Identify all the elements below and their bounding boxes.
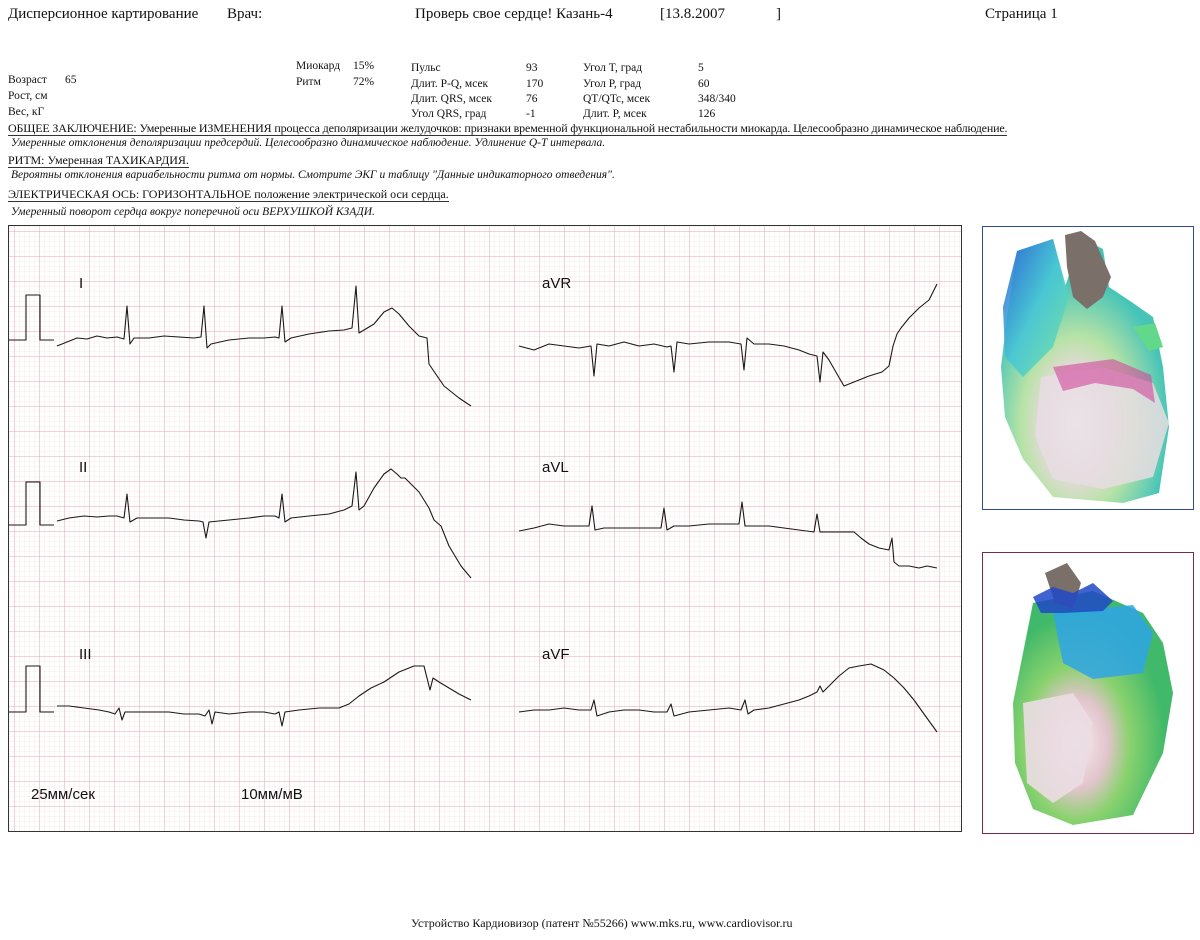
param-value: 93 xyxy=(526,62,538,74)
report-date: [13.8.2007 xyxy=(660,6,725,22)
param-label: Длит. P, мсек xyxy=(583,108,647,120)
weight-label: Вес, кГ xyxy=(8,106,45,118)
param-value: 348/340 xyxy=(698,93,736,105)
param-label: Угол T, град xyxy=(583,62,643,74)
param-value: 126 xyxy=(698,108,716,120)
gain-setting: 10мм/мВ xyxy=(241,786,303,803)
lead-label-aVL: aVL xyxy=(542,459,569,476)
program-name: Проверь свое сердце! Казань-4 xyxy=(415,6,613,22)
param-label: Длит. P-Q, мсек xyxy=(411,78,489,90)
myocard-value: 15% xyxy=(353,60,375,72)
height-label: Рост, см xyxy=(8,90,48,102)
lead-label-I: I xyxy=(79,275,84,292)
param-value: 76 xyxy=(526,93,538,105)
page-number: Страница 1 xyxy=(985,6,1058,22)
lead-label-aVR: aVR xyxy=(542,275,572,292)
param-label: Угол QRS, град xyxy=(411,108,487,120)
ecg-panel xyxy=(8,225,962,832)
doctor-label: Врач: xyxy=(227,6,263,22)
age-value: 65 xyxy=(65,74,77,86)
report-title: Дисперсионное картирование xyxy=(8,6,199,22)
param-label: Угол P, град xyxy=(583,78,642,90)
rhythm-conclusion-text: РИТМ: Умеренная ТАХИКАРДИЯ. xyxy=(8,153,189,167)
report-date-close: ] xyxy=(776,6,781,22)
axis-conclusion xyxy=(8,187,449,202)
param-value: 170 xyxy=(526,78,544,90)
lead-label-II: II xyxy=(79,459,88,476)
age-label: Возраст xyxy=(8,74,47,86)
axis-conclusion-text: ЭЛЕКТРИЧЕСКАЯ ОСЬ: ГОРИЗОНТАЛЬНОЕ положение электрической оси сердца. xyxy=(8,187,449,201)
heart-map-image xyxy=(983,227,1193,509)
param-value: 5 xyxy=(698,62,704,74)
rhythm-label: Ритм xyxy=(296,76,321,88)
param-label: Длит. QRS, мсек xyxy=(411,93,492,105)
myocard-label: Миокард xyxy=(296,60,341,72)
heart-portrait-anterior xyxy=(982,226,1194,510)
lead-label-aVF: aVF xyxy=(542,646,570,663)
general-conclusion-note: Умеренные отклонения деполяризации предсердий. Целесообразно динамическое наблюдение. Удлинение Q-T интервала. xyxy=(11,137,606,149)
general-conclusion xyxy=(8,121,1007,136)
rhythm-conclusion xyxy=(8,153,189,168)
param-value: -1 xyxy=(526,108,536,120)
heart-portrait-posterior xyxy=(982,552,1194,834)
paper-speed: 25мм/сек xyxy=(31,786,95,803)
lead-label-III: III xyxy=(79,646,92,663)
ecg-grid xyxy=(9,226,961,831)
ecg-chart xyxy=(9,226,961,831)
heart-map-image xyxy=(983,553,1193,833)
axis-conclusion-note: Умеренный поворот сердца вокруг поперечной оси ВЕРХУШКОЙ КЗАДИ. xyxy=(11,206,375,218)
footer-text: Устройство Кардиовизор (патент №55266) www.mks.ru, www.cardiovisor.ru xyxy=(411,916,793,930)
rhythm-value: 72% xyxy=(353,76,375,88)
rhythm-conclusion-note: Вероятны отклонения вариабельности ритма от нормы. Смотрите ЭКГ и таблицу "Данные индикаторного отведения". xyxy=(11,169,615,181)
param-value: 60 xyxy=(698,78,710,90)
param-label: QT/QTc, мсек xyxy=(583,93,651,105)
param-label: Пульс xyxy=(411,62,441,74)
general-conclusion-text: ОБЩЕЕ ЗАКЛЮЧЕНИЕ: Умеренные ИЗМЕНЕНИЯ процесса деполяризации желудочков: признаки временной функциональной нестабильности миокарда. Целесообразно динамическое наблюдение. xyxy=(8,121,1008,135)
